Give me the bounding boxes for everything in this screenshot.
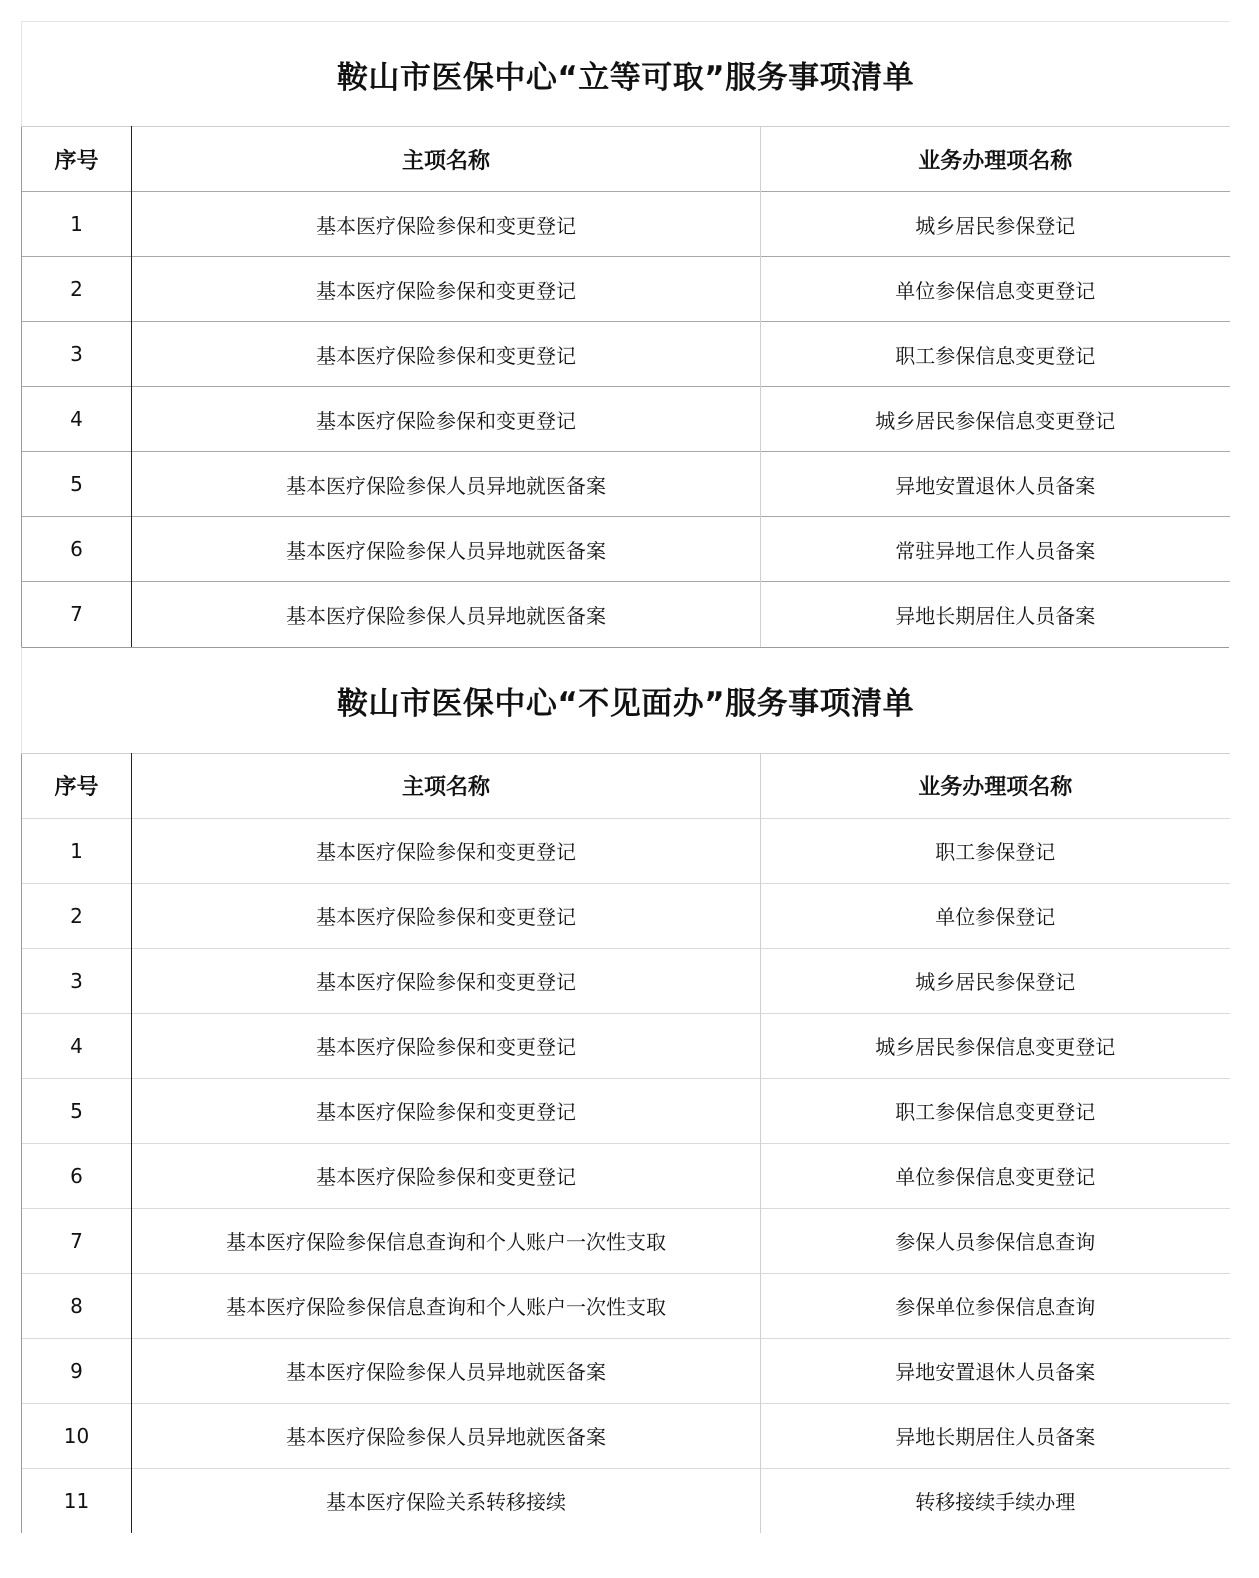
table-row xyxy=(22,1403,1230,1468)
row-main-item: 基本医疗保险参保和变更登记 xyxy=(132,948,761,1013)
section-title-no-contact: 鞍山市医保中心“不见面办”服务事项清单 xyxy=(21,647,1229,753)
row-main-item: 基本医疗保险参保和变更登记 xyxy=(132,818,761,883)
row-main-item: 基本医疗保险参保人员异地就医备案 xyxy=(132,1403,761,1468)
table-row xyxy=(22,192,1230,257)
row-number: 8 xyxy=(22,1273,132,1338)
row-business-item: 异地长期居住人员备案 xyxy=(761,1403,1230,1468)
table-header-row xyxy=(22,127,1230,192)
row-business-item: 职工参保信息变更登记 xyxy=(761,322,1230,387)
row-number: 5 xyxy=(22,1078,132,1143)
row-main-item: 基本医疗保险参保和变更登记 xyxy=(132,322,761,387)
row-business-item: 异地安置退休人员备案 xyxy=(761,1338,1230,1403)
immediate-service-table xyxy=(21,126,1230,647)
row-main-item: 基本医疗保险参保人员异地就医备案 xyxy=(132,582,761,647)
row-main-item: 基本医疗保险参保和变更登记 xyxy=(132,192,761,257)
row-main-item: 基本医疗保险关系转移接续 xyxy=(132,1468,761,1533)
table-row xyxy=(22,948,1230,1013)
table-row xyxy=(22,322,1230,387)
row-number: 9 xyxy=(22,1338,132,1403)
column-header-number: 序号 xyxy=(22,127,132,192)
row-main-item: 基本医疗保险参保人员异地就医备案 xyxy=(132,1338,761,1403)
row-business-item: 城乡居民参保登记 xyxy=(761,948,1230,1013)
document xyxy=(21,21,1229,1533)
row-main-item: 基本医疗保险参保信息查询和个人账户一次性支取 xyxy=(132,1208,761,1273)
row-number: 2 xyxy=(22,883,132,948)
row-main-item: 基本医疗保险参保和变更登记 xyxy=(132,883,761,948)
row-main-item: 基本医疗保险参保和变更登记 xyxy=(132,1013,761,1078)
row-number: 6 xyxy=(22,517,132,582)
row-main-item: 基本医疗保险参保人员异地就医备案 xyxy=(132,517,761,582)
row-number: 5 xyxy=(22,452,132,517)
row-number: 3 xyxy=(22,322,132,387)
table-row xyxy=(22,257,1230,322)
row-business-item: 单位参保信息变更登记 xyxy=(761,257,1230,322)
table-row xyxy=(22,818,1230,883)
row-business-item: 异地长期居住人员备案 xyxy=(761,582,1230,647)
table-header-row xyxy=(22,753,1230,818)
row-number: 1 xyxy=(22,192,132,257)
table-row xyxy=(22,387,1230,452)
column-header-main-item: 主项名称 xyxy=(132,127,761,192)
row-business-item: 异地安置退休人员备案 xyxy=(761,452,1230,517)
row-number: 6 xyxy=(22,1143,132,1208)
row-business-item: 城乡居民参保信息变更登记 xyxy=(761,387,1230,452)
no-contact-service-table xyxy=(21,753,1230,1534)
table-row xyxy=(22,452,1230,517)
table-row xyxy=(22,1208,1230,1273)
row-number: 11 xyxy=(22,1468,132,1533)
row-business-item: 城乡居民参保信息变更登记 xyxy=(761,1013,1230,1078)
row-number: 7 xyxy=(22,1208,132,1273)
row-number: 3 xyxy=(22,948,132,1013)
column-header-business-item: 业务办理项名称 xyxy=(761,127,1230,192)
row-main-item: 基本医疗保险参保和变更登记 xyxy=(132,1078,761,1143)
row-business-item: 常驻异地工作人员备案 xyxy=(761,517,1230,582)
column-header-main-item: 主项名称 xyxy=(132,753,761,818)
section-title-immediate: 鞍山市医保中心“立等可取”服务事项清单 xyxy=(21,21,1229,126)
column-header-number: 序号 xyxy=(22,753,132,818)
row-business-item: 参保人员参保信息查询 xyxy=(761,1208,1230,1273)
row-business-item: 转移接续手续办理 xyxy=(761,1468,1230,1533)
table-row xyxy=(22,1468,1230,1533)
table-row xyxy=(22,1143,1230,1208)
row-number: 4 xyxy=(22,1013,132,1078)
row-business-item: 单位参保登记 xyxy=(761,883,1230,948)
table-row xyxy=(22,1078,1230,1143)
row-business-item: 参保单位参保信息查询 xyxy=(761,1273,1230,1338)
row-main-item: 基本医疗保险参保和变更登记 xyxy=(132,1143,761,1208)
table-row xyxy=(22,1338,1230,1403)
row-business-item: 单位参保信息变更登记 xyxy=(761,1143,1230,1208)
row-main-item: 基本医疗保险参保人员异地就医备案 xyxy=(132,452,761,517)
row-business-item: 城乡居民参保登记 xyxy=(761,192,1230,257)
row-main-item: 基本医疗保险参保和变更登记 xyxy=(132,257,761,322)
table-row xyxy=(22,883,1230,948)
table-row xyxy=(22,1013,1230,1078)
row-main-item: 基本医疗保险参保信息查询和个人账户一次性支取 xyxy=(132,1273,761,1338)
column-header-business-item: 业务办理项名称 xyxy=(761,753,1230,818)
row-business-item: 职工参保信息变更登记 xyxy=(761,1078,1230,1143)
row-number: 7 xyxy=(22,582,132,647)
table-row xyxy=(22,517,1230,582)
row-number: 1 xyxy=(22,818,132,883)
table-row xyxy=(22,1273,1230,1338)
table-row xyxy=(22,582,1230,647)
row-main-item: 基本医疗保险参保和变更登记 xyxy=(132,387,761,452)
row-number: 2 xyxy=(22,257,132,322)
row-business-item: 职工参保登记 xyxy=(761,818,1230,883)
row-number: 4 xyxy=(22,387,132,452)
row-number: 10 xyxy=(22,1403,132,1468)
